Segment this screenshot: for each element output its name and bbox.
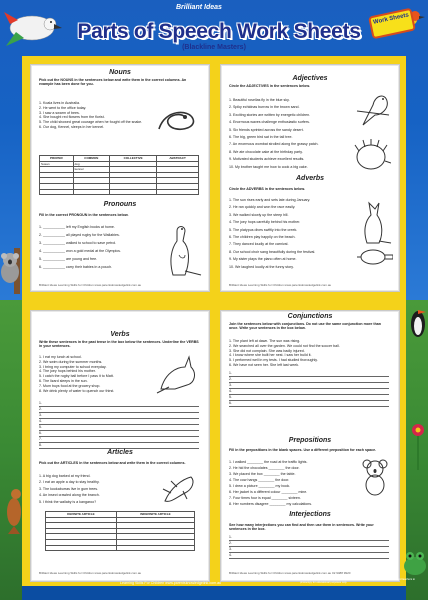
adjectives-title: Adjectives [292,75,328,82]
list-item: 5. The child showed great courage when he fought off the snake. [39,120,143,125]
list-item: 1. I eat my lunch at school. [39,355,82,359]
nouns-instruction: Pick out the NOUNS in the sentences below and write them in the correct columns. An example has been done for you. [39,78,187,87]
list-item: 10. We laughed loudly at the funny story. [229,264,294,269]
table-row [46,545,195,551]
answer-line[interactable]: 2. [229,377,389,383]
table-header: COMMON [73,156,109,162]
list-item: 5. I performed well in my tests. I had studied thoroughly. [229,358,318,363]
interjections-title: Interjections [289,511,331,518]
table-header: PROPER [40,156,74,162]
list-item: 5. I think the wallaby is a kangaroo? [39,499,97,504]
sheet-footer: Brilliant Ideas Learning Skills for Children www.parentsknowledgelink.com.au [39,571,142,575]
list-item: 6. Her jacket is a different colour ________ mine. [229,490,308,494]
table-cell [157,189,199,195]
list-item: 6. We have not seen her. She left last week. [229,362,300,367]
nouns-pronouns-sheet [30,64,210,292]
list-item: 8. We ate chocolate cake at the birthday party. [229,149,303,154]
adverbs-instruction: Circle the ADVERBS in the sentences below. [229,187,306,191]
koala-illustration [357,457,393,497]
table-cell[interactable] [116,545,194,551]
frog-icon [402,548,428,578]
answer-line[interactable]: 3. [229,383,389,389]
list-item: 3. We placed the box ________ the table. [229,472,296,476]
list-item: 9. My sister plays the piano often at home. [229,257,297,262]
list-item: 5. The platypus dives swiftly into the creek. [229,227,298,232]
table-cell: Susan [40,161,74,167]
answer-line[interactable]: 1. [229,535,389,541]
list-item: 2. ___________ all played rugby for the Wallabies. [39,233,120,237]
interjections-instruction: See how many interjections you can find and then use them in sentences. Write your sentences in the box. [229,523,374,532]
nouns-title: Nouns [109,69,131,76]
list-item: 1. A big dog barked at my friend. [39,474,91,478]
answer-line[interactable]: 8. [39,443,199,449]
answer-line[interactable]: 3. [39,413,199,419]
list-item: 2. Spiky echidnas burrow in the brown sand. [229,105,300,110]
lizard-illustration [157,467,199,507]
list-item: 5. ___________ are young and free. [39,257,98,261]
table-cell: kennel [73,167,109,173]
adjectives-adverbs-sheet [220,64,400,292]
list-item: 3. I saw a swarm of bees. [39,110,80,115]
platypus-illustration [353,245,393,269]
page-subtitle: (Blackline Masters) [182,44,246,51]
pronouns-instruction: Fill in the correct PRONOUN in the sentences below. [39,213,129,217]
adverbs-title: Adverbs [295,175,324,182]
echidna-illustration [351,137,391,173]
list-item: 4. ___________ won a gold medal at the Olympics. [39,249,121,253]
list-item: 5. I drew a picture ________ my book. [229,484,291,488]
list-item: 2. We swim during the summer months. [39,359,103,364]
answer-line[interactable]: 7. [39,437,199,443]
articles-title: Articles [107,449,133,456]
puffin-icon [408,300,428,340]
list-item: 7. Four times four is equal ________ sixteen. [229,496,301,500]
list-item: 1. The sun rises early and sets late during January. [229,198,311,202]
conjunctions-prepositions-sheet [220,310,400,582]
list-item: 4. She bought red flowers from the florist. [39,115,105,120]
page-title: Parts of Speech Work Sheets [77,20,361,43]
table-cell [73,189,109,195]
list-item: 1. Koala lives in Australia. [39,101,80,105]
articles-instruction: Pick out the ARTICLES in the sentences below and write them in the correct columns. [39,461,186,465]
list-item: 4. An insect crawled along the branch. [39,493,100,498]
bottom-tagline: Learning Skills For Children www.parentsknowledgelink.com.au [120,581,222,585]
answer-line[interactable]: 4. [39,419,199,425]
prepositions-title: Prepositions [288,437,332,444]
poster-header [0,0,428,58]
conjunctions-title: Conjunctions [287,313,333,320]
kangaroo-icon [4,480,24,534]
answer-line[interactable]: 6. [229,401,389,407]
answer-line[interactable]: 1. [229,371,389,377]
list-item: 5. I catch the rugby ball before I pass it to Matt. [39,374,114,379]
list-item: 4. The joey hops carefully behind his mother. [229,220,301,225]
bottom-bar [22,586,406,600]
kangaroo-illustration [155,221,203,277]
list-item: 6. Our dog, Kennel, sleeps in her kennel. [39,124,105,129]
table-cell: dog [73,161,109,167]
list-item: 2. I eat an apple a day to stay healthy. [39,480,100,485]
list-item: 6. The children play happily on the beach. [229,235,296,240]
list-item: 10. My brother taught me how to cook a big cake. [229,164,308,169]
table-header: ABSTRACT [157,156,199,162]
list-item: 7. Mum buys food at the grocery shop. [39,383,101,388]
list-item: 2. He hid the chocolates ________ the door. [229,466,300,470]
answer-line[interactable]: 3. [229,547,389,553]
table-row [40,189,199,195]
answer-line[interactable]: 1. [39,401,199,407]
sheet-footer: Brilliant Ideas Learning Skills for Children www.parentsknowledgelink.com.au 02 9488 9920 [229,571,351,575]
table-header: INDEFINITE ARTICLE [116,512,194,518]
table-cell[interactable] [46,545,117,551]
list-item: 5. Six friends sprinted across the sandy desert. [229,127,304,132]
answer-line[interactable]: 5. [39,425,199,431]
rosella-illustration [353,85,393,129]
list-item: 7. They danced loudly at the carnival. [229,242,289,247]
list-item: 3. We walked slowly up the steep hill. [229,212,289,217]
kangaroo-jumping-illustration [155,351,201,395]
list-item: 3. Exciting stories are written by energetic children. [229,112,311,117]
worksheets-badge: Work Sheets [368,8,416,40]
list-item: 3. I bring my computer to school everyday. [39,364,107,369]
prepositions-instruction: Fill in the prepositions in the blank spaces. Use a different preposition for each space. [229,448,377,452]
list-item: 1. ___________ left my English books at home. [39,225,115,229]
verbs-articles-sheet [30,310,210,582]
list-item: 6. The big, green bird sat in the tall tree. [229,135,293,140]
answer-line[interactable]: 6. [39,431,199,437]
table-header: COLLECTIVE [110,156,157,162]
table-cell [110,189,157,195]
list-item: 4. The cow hangs ________ the door. [229,478,290,482]
list-item: 3. She did not complain. She was badly injured. [229,348,305,353]
list-item: 8. Her numbers disagree ________ my calculations. [229,502,313,506]
wallaby-illustration [353,197,393,245]
list-item: 6. The lizard sleeps in the sun. [39,378,88,383]
copyright-notice: Copyright of the Brilliant Ideas Work Sheets. All worksheets are provided for parents and teachers to photocopy for educational purposes only. [300,578,416,585]
answer-line[interactable]: 4. [229,389,389,395]
table-cell [40,189,74,195]
answer-line[interactable]: 2. [39,407,199,413]
snake-illustration [155,99,199,135]
list-item: 2. We searched all over the garden. We could not find the soccer ball. [229,343,340,348]
list-item: 7. An enormous wombat strolled along the grassy patch. [229,142,319,147]
table-header: DEFINITE ARTICLE [46,512,117,518]
list-item: 6. ___________ carry their babies in a pouch. [39,265,113,269]
list-item: 3. ___________ walked to school to save petrol. [39,241,117,245]
list-item: 8. Our school choir sang beautifully during the festival. [229,249,316,254]
sheet-footer: Brilliant Ideas Learning Skills for Children www.parentsknowledgelink.com.au [229,283,332,287]
koala-icon [0,248,26,294]
list-item: 4. Enormous waves challenge enthusiastic surfers. [229,120,310,125]
sheet-footer: Brilliant Ideas Learning Skills for Children www.parentsknowledgelink.com.au [39,283,142,287]
list-item: 8. We drink plenty of water to quench our thirst. [39,388,115,393]
pronouns-title: Pronouns [103,201,137,208]
list-item: 9. Motivated students achieve excellent results. [229,157,305,162]
divider [22,296,406,304]
list-item: 3. The kookaburras live in gum trees. [39,486,99,491]
verbs-instruction: Write these sentences in the past tense in the box below the sentences. Underline the VERBS in your sentences. [39,340,199,349]
list-item: 1. I walked ________ the road at the traffic lights. [229,460,308,464]
list-item: 4. I know where she built her nest. I saw her build it. [229,353,312,358]
brand-logo: Brilliant Ideas [176,4,222,11]
list-item: 4. The joey hops behind his mother. [39,369,96,374]
articles-table [45,511,195,551]
verbs-title: Verbs [110,331,130,338]
answer-line[interactable]: 4. [229,553,389,559]
flower-icon [408,420,428,470]
list-item: 2. He ran quickly and won the race easily. [229,205,296,210]
list-item: 2. He went to the office today. [39,105,87,110]
answer-line[interactable]: 5. [229,395,389,401]
list-item: 1. The plant left at dawn. The sun was rising. [229,339,301,343]
list-item: 1. Beautiful rosellas fly in the blue sky. [229,98,290,102]
adjectives-instruction: Circle the ADJECTIVES in the sentences below. [229,84,311,88]
nouns-table [39,155,199,195]
answer-line[interactable]: 2. [229,541,389,547]
conjunctions-instruction: Join the sentences below with conjunctions. Do not use the same conjunction more than once. Write your sentences in the box below. [229,322,381,331]
